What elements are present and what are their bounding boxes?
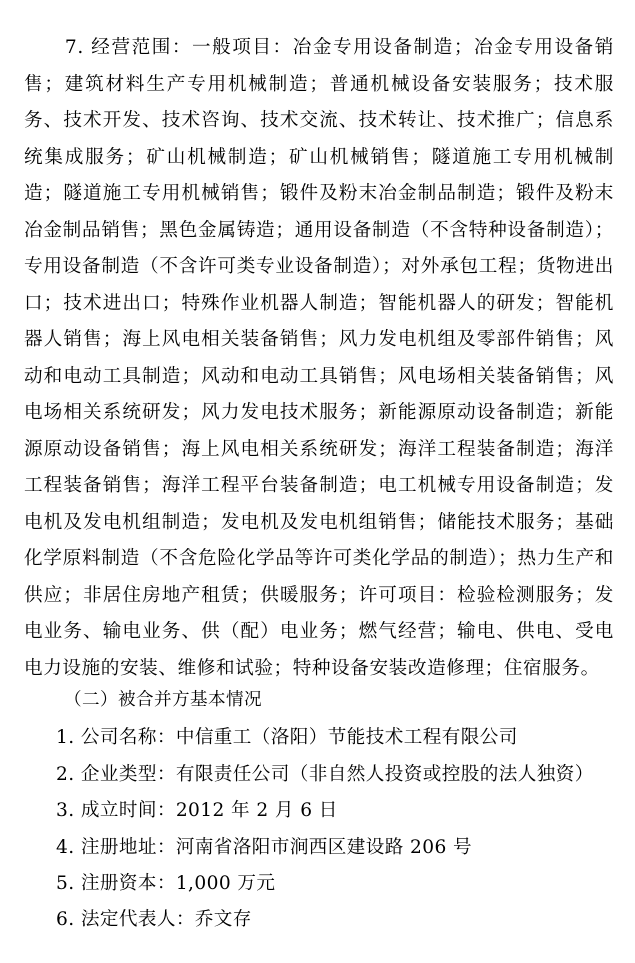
establishment-date-item: 3. 成立时间：2012 年 2 月 6 日	[56, 800, 338, 821]
business-scope-paragraph: 7. 经营范围：一般项目：冶金专用设备制造；冶金专用设备销售；建筑材料生产专用机械制造；普通机械设备安装服务；技术服务、技术开发、技术咨询、技术交流、技术转让、技术推广；信息系统集成服务；矿山机械制造；矿山机械销售；隧道施工专用机械制造；隧道施工专用机械销售；锻件及粉末冶金制品制造；锻件及粉末冶金制品销售；黑色金属铸造；通用设备制造（不含特种设备制造）；专用设备制造（不含许可类专业设备制造）；对外承包工程；货物进出口；技术进出口；特殊作业机器人制造；智能机器人的研发；智能机器人销售；海上风电相关装备销售；风力发电机组及零部件销售；风动和电动工具制造；风动和电动工具销售；风电场相关装备销售；风电场相关系统研发；风力发电技术服务；新能源原动设备制造；新能源原动设备销售；海上风电相关系统研发；海洋工程装备制造；海洋工程装备销售；海洋工程平台装备制造；电工机械专用设备制造；发电机及发电机组制造；发电机及发电机组销售；储能技术服务；基础化学原料制造（不含危险化学品等许可类化学品的制造）；热力生产和供应；非居住房地产租赁；供暖服务；许可项目：检验检测服务；发电业务、输电业务、供（配）电业务；燃气经营；输电、供电、受电电力设施的安装、维修和试验；特种设备安装改造修理；住宿服务。	[24, 37, 614, 679]
legal-representative-item: 6. 法定代表人：乔文存	[56, 909, 252, 930]
company-name-item: 1. 公司名称：中信重工（洛阳）节能技术工程有限公司	[56, 727, 518, 748]
registered-capital-item: 5. 注册资本：1,000 万元	[56, 873, 276, 894]
registered-address-item: 4. 注册地址：河南省洛阳市涧西区建设路 206 号	[56, 837, 473, 858]
company-type-item: 2. 企业类型：有限责任公司（非自然人投资或控股的法人独资）	[56, 764, 594, 785]
section-heading: （二）被合并方基本情况	[64, 690, 262, 710]
